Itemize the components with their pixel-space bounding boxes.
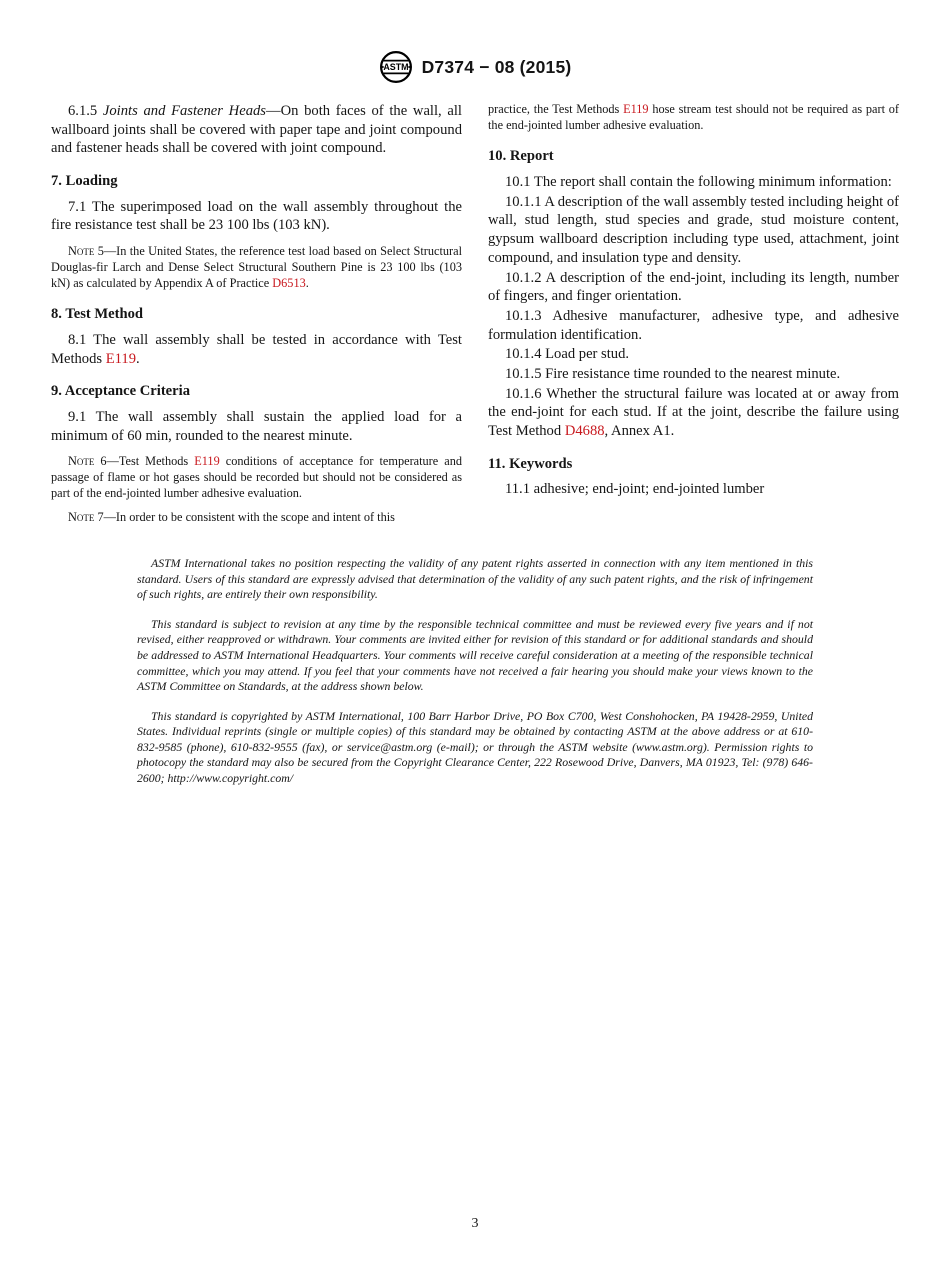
ref-link-e119[interactable]: E119 (623, 102, 649, 116)
paragraph-7-1: 7.1 The superimposed load on the wall assembly throughout the fire resistance test shall be 23 100 lbs (103 kN). (51, 198, 462, 234)
ref-link-e119[interactable]: E119 (105, 350, 136, 367)
paragraph-8-1 (51, 331, 462, 368)
note-text: —Test Methods (106, 454, 195, 469)
note-text: —In order to be consistent with the scope and intent of this (103, 510, 395, 525)
astm-logo-text: ASTM (382, 62, 409, 73)
paragraph-10-1-6 (488, 385, 899, 441)
paragraph-10-1-3: 10.1.3 Adhesive manufacturer, adhesive type, and adhesive formulation identification. (488, 307, 899, 343)
paragraph-text: —On both faces of the wall, all wallboard joints shall be covered with paper tape and joint compound and fastener heads shall be covered with joint compound. (51, 103, 462, 157)
right-column (488, 102, 899, 526)
revision-notice: This standard is subject to revision at any time by the responsible technical committee and must be reviewed every five years and if not revised, either reapproved or withdrawn. Your comments are invited either for revision of this standard or for additional standards and should be addressed to ASTM International Headquarters. Your comments will receive careful consideration at a meeting of the responsible technical committee, which you may attend. If you feel that your comments have not received a fair hearing you should make your views known to the ASTM Committee on Standards, at the address shown below. (137, 616, 813, 694)
note-text: hose stream test should not be required as part of the end-jointed lumber adhesive evaluation. (488, 102, 900, 132)
note-label: Note 6 (68, 454, 107, 469)
paragraph-10-1-4: 10.1.4 Load per stud. (505, 346, 630, 363)
note-7-continuation (488, 102, 899, 133)
paragraph-10-1-2: 10.1.2 A description of the end-joint, including its length, number of fingers, and finger orientation. (488, 269, 899, 305)
astm-logo-icon (379, 50, 413, 84)
note-6 (51, 454, 462, 501)
section-heading-7: 7. Loading (51, 173, 118, 190)
paragraph-6-1-5 (51, 102, 462, 158)
section-heading-10: 10. Report (488, 148, 554, 165)
paragraph-9-1: 9.1 The wall assembly shall sustain the applied load for a minimum of 60 min, rounded to the nearest minute. (51, 408, 462, 444)
left-column (51, 102, 462, 526)
note-text: —In the United States, the reference test load based on Select Structural Douglas-fir Larch and Dense Select Structural Southern Pine is 23 100 lbs (103 kN) as calculated by Appendix A of Practice (51, 244, 462, 290)
note-5 (51, 244, 462, 291)
page-number: 3 (471, 1216, 479, 1231)
section-heading-9: 9. Acceptance Criteria (51, 383, 190, 400)
copyright-notice: This standard is copyrighted by ASTM International, 100 Barr Harbor Drive, PO Box C700, West Conshohocken, PA 19428-2959, United States. Individual reprints (single or multiple copies) of this standard may be obtained by contacting ASTM at the above address or at 610-832-9585 (phone), 610-832-9555 (fax), or service@astm.org (e-mail); or through the ASTM website (www.astm.org). Permission rights to photocopy the standard may also be secured from the Copyright Clearance Center, 222 Rosewood Drive, Danvers, MA 01923, Tel: (978) 646-2600; http://www.copyright.com/ (137, 708, 813, 785)
paragraph-text: . (136, 350, 140, 367)
note-7 (51, 510, 462, 526)
paragraph-number: 6.1.5 (68, 103, 103, 119)
section-heading-11: 11. Keywords (488, 455, 573, 472)
paragraph-10-1-5: 10.1.5 Fire resistance time rounded to the nearest minute. (505, 365, 841, 382)
note-label: Note 5 (68, 244, 104, 259)
paragraph-11-1: 11.1 adhesive; end-joint; end-jointed lumber (505, 481, 765, 498)
paragraph-text: , Annex A1. (604, 422, 675, 439)
patent-disclaimer: ASTM International takes no position respecting the validity of any patent rights asserted in connection with any item mentioned in this standard. Users of this standard are expressly advised that determination of the validity of any such patent rights, and the risk of infringement of such rights, are entirely their own responsibility. (137, 556, 813, 602)
body-columns (0, 84, 950, 526)
paragraph-10-1-1: 10.1.1 A description of the wall assembly tested including height of wall, stud length, stud species and grade, stud moisture content, gypsum wallboard description including type used, attachment, joint compound, and insulation type and density. (488, 193, 899, 266)
paragraph-10-1: 10.1 The report shall contain the following minimum information: (505, 174, 892, 191)
note-text: practice, the Test Methods (488, 102, 624, 116)
boilerplate-footer (137, 556, 813, 786)
section-heading-8: 8. Test Method (51, 306, 144, 323)
ref-link-e119[interactable]: E119 (194, 454, 220, 469)
paragraph-text: 10.1.6 Whether the structural failure was located at or away from the end-joint for each stud. If at the joint, describe the failure using Test Method (488, 385, 899, 439)
ref-link-d6513[interactable]: D6513 (272, 275, 306, 290)
ref-link-d4688[interactable]: D4688 (564, 422, 605, 439)
note-text: conditions of acceptance for temperature and passage of flame or hot gases should be recorded but should not be considered as part of the end-jointed lumber adhesive evaluation. (51, 454, 463, 500)
page-header (0, 0, 950, 84)
paragraph-text: 8.1 The wall assembly shall be tested in accordance with Test Methods (51, 331, 462, 367)
standard-designation: D7374 − 08 (2015) (421, 56, 572, 77)
note-label: Note 7 (68, 510, 104, 525)
note-text: . (305, 275, 309, 290)
paragraph-title: Joints and Fastener Heads (102, 103, 266, 119)
